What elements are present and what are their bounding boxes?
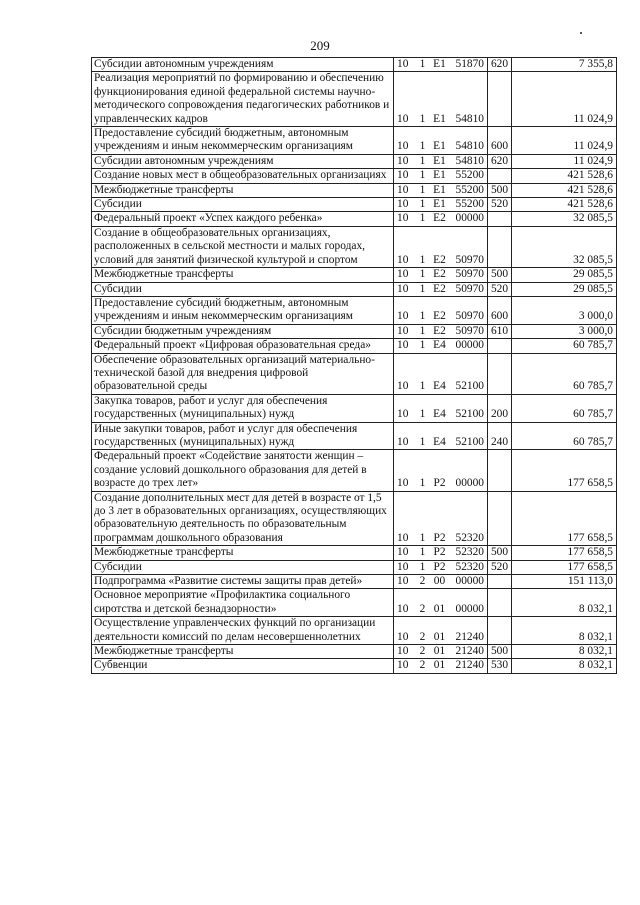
- row-name: Федеральный проект «Успех каждого ребенка»: [92, 212, 394, 226]
- table-row: [92, 268, 617, 282]
- section-code: 10: [394, 198, 416, 212]
- section-code: 10: [394, 645, 416, 659]
- row-name: Субсидии бюджетным учреждениям: [92, 324, 394, 338]
- direction-code: 21240: [450, 617, 488, 645]
- row-name: Обеспечение образовательных организаций материально-технической базой для внедрения цифровой образовательной среды: [92, 353, 394, 394]
- section-code: 10: [394, 268, 416, 282]
- expense-type-code: 500: [488, 645, 512, 659]
- expense-type-code: [488, 617, 512, 645]
- subprogram-code: E4: [430, 339, 450, 353]
- row-name: Межбюджетные трансферты: [92, 268, 394, 282]
- expense-type-code: 520: [488, 198, 512, 212]
- subprogram-code: P2: [430, 546, 450, 560]
- row-name: Субсидии: [92, 282, 394, 296]
- expense-type-code: 500: [488, 546, 512, 560]
- table-row: [92, 72, 617, 127]
- section-code: 10: [394, 394, 416, 422]
- amount: 151 113,0: [512, 575, 617, 589]
- subprogram-code: E4: [430, 353, 450, 394]
- subprogram-code: E2: [430, 282, 450, 296]
- direction-code: 52320: [450, 546, 488, 560]
- amount: 29 085,5: [512, 268, 617, 282]
- direction-code: 00000: [450, 212, 488, 226]
- subprogram-code: E1: [430, 58, 450, 72]
- amount: 8 032,1: [512, 589, 617, 617]
- program-code: 2: [416, 645, 430, 659]
- row-name: Создание в общеобразовательных организациях, расположенных в сельской местности и малых городах, условий для занятий физической культурой и спортом: [92, 226, 394, 267]
- table-row: [92, 296, 617, 324]
- direction-code: 52320: [450, 491, 488, 546]
- program-code: 1: [416, 226, 430, 267]
- section-code: 10: [394, 575, 416, 589]
- row-name: Предоставление субсидий бюджетным, автономным учреждениям и иным некоммерческим организациям: [92, 127, 394, 155]
- expense-type-code: [488, 589, 512, 617]
- row-name: Субвенции: [92, 659, 394, 673]
- row-name: Реализация мероприятий по формированию и обеспечению функционирования единой федеральной системы научно-методического сопровождения педагогических работников и управленческих кадров: [92, 72, 394, 127]
- section-code: 10: [394, 212, 416, 226]
- table-row: [92, 450, 617, 491]
- table-row: [92, 353, 617, 394]
- table-row: [92, 394, 617, 422]
- table-row: [92, 560, 617, 574]
- table-row: [92, 339, 617, 353]
- section-code: 10: [394, 546, 416, 560]
- section-code: 10: [394, 296, 416, 324]
- budget-table: [91, 57, 617, 674]
- program-code: 1: [416, 127, 430, 155]
- scan-speck: [580, 32, 582, 34]
- row-name: Закупка товаров, работ и услуг для обеспечения государственных (муниципальных) нужд: [92, 394, 394, 422]
- program-code: 1: [416, 339, 430, 353]
- row-name: Федеральный проект «Содействие занятости женщин – создание условий дошкольного образования для детей в возрасте до трех лет»: [92, 450, 394, 491]
- amount: 177 658,5: [512, 546, 617, 560]
- row-name: Межбюджетные трансферты: [92, 546, 394, 560]
- section-code: 10: [394, 324, 416, 338]
- direction-code: 00000: [450, 589, 488, 617]
- program-code: 1: [416, 394, 430, 422]
- expense-type-code: [488, 450, 512, 491]
- subprogram-code: E1: [430, 72, 450, 127]
- expense-type-code: 600: [488, 296, 512, 324]
- subprogram-code: E2: [430, 226, 450, 267]
- row-name: Федеральный проект «Цифровая образовательная среда»: [92, 339, 394, 353]
- expense-type-code: 620: [488, 154, 512, 168]
- table-body: [92, 58, 617, 674]
- program-code: 1: [416, 268, 430, 282]
- program-code: 1: [416, 169, 430, 183]
- expense-type-code: [488, 72, 512, 127]
- row-name: Иные закупки товаров, работ и услуг для обеспечения государственных (муниципальных) нужд: [92, 422, 394, 450]
- direction-code: 21240: [450, 659, 488, 673]
- expense-type-code: 620: [488, 58, 512, 72]
- direction-code: 00000: [450, 450, 488, 491]
- expense-type-code: 520: [488, 560, 512, 574]
- direction-code: 51870: [450, 58, 488, 72]
- row-name: Создание дополнительных мест для детей в возрасте от 1,5 до 3 лет в образовательных организациях, осуществляющих образовательную деятельность по образовательным программам дошкольного образования: [92, 491, 394, 546]
- subprogram-code: E2: [430, 268, 450, 282]
- table-row: [92, 198, 617, 212]
- direction-code: 50970: [450, 226, 488, 267]
- table-row: [92, 282, 617, 296]
- section-code: 10: [394, 491, 416, 546]
- direction-code: 50970: [450, 296, 488, 324]
- program-code: 1: [416, 353, 430, 394]
- direction-code: 00000: [450, 339, 488, 353]
- expense-type-code: 600: [488, 127, 512, 155]
- row-name: Предоставление субсидий бюджетным, автономным учреждениям и иным некоммерческим организациям: [92, 296, 394, 324]
- section-code: 10: [394, 226, 416, 267]
- subprogram-code: 01: [430, 659, 450, 673]
- direction-code: 52100: [450, 394, 488, 422]
- subprogram-code: E1: [430, 127, 450, 155]
- table-row: [92, 546, 617, 560]
- section-code: 10: [394, 58, 416, 72]
- program-code: 1: [416, 324, 430, 338]
- expense-type-code: [488, 339, 512, 353]
- expense-type-code: 240: [488, 422, 512, 450]
- direction-code: 52320: [450, 560, 488, 574]
- section-code: 10: [394, 154, 416, 168]
- table-row: [92, 589, 617, 617]
- amount: 7 355,8: [512, 58, 617, 72]
- amount: 60 785,7: [512, 339, 617, 353]
- section-code: 10: [394, 560, 416, 574]
- subprogram-code: E2: [430, 296, 450, 324]
- direction-code: 50970: [450, 268, 488, 282]
- section-code: 10: [394, 422, 416, 450]
- table-row: [92, 58, 617, 72]
- section-code: 10: [394, 169, 416, 183]
- row-name: Субсидии: [92, 198, 394, 212]
- program-code: 1: [416, 560, 430, 574]
- amount: 177 658,5: [512, 491, 617, 546]
- amount: 421 528,6: [512, 183, 617, 197]
- amount: 11 024,9: [512, 154, 617, 168]
- program-code: 2: [416, 659, 430, 673]
- amount: 177 658,5: [512, 560, 617, 574]
- subprogram-code: E2: [430, 324, 450, 338]
- amount: 8 032,1: [512, 659, 617, 673]
- program-code: 2: [416, 589, 430, 617]
- section-code: 10: [394, 353, 416, 394]
- row-name: Основное мероприятие «Профилактика социального сиротства и детской безнадзорности»: [92, 589, 394, 617]
- direction-code: 50970: [450, 282, 488, 296]
- direction-code: 00000: [450, 575, 488, 589]
- subprogram-code: E2: [430, 212, 450, 226]
- amount: 11 024,9: [512, 72, 617, 127]
- expense-type-code: 610: [488, 324, 512, 338]
- subprogram-code: E4: [430, 422, 450, 450]
- expense-type-code: [488, 353, 512, 394]
- direction-code: 50970: [450, 324, 488, 338]
- row-name: Осуществление управленческих функций по организации деятельности комиссий по делам несовершеннолетних: [92, 617, 394, 645]
- section-code: 10: [394, 589, 416, 617]
- amount: 177 658,5: [512, 450, 617, 491]
- program-code: 1: [416, 450, 430, 491]
- row-name: Субсидии автономным учреждениям: [92, 154, 394, 168]
- amount: 421 528,6: [512, 169, 617, 183]
- expense-type-code: [488, 575, 512, 589]
- amount: 60 785,7: [512, 353, 617, 394]
- section-code: 10: [394, 183, 416, 197]
- section-code: 10: [394, 127, 416, 155]
- direction-code: 54810: [450, 72, 488, 127]
- subprogram-code: P2: [430, 491, 450, 546]
- program-code: 1: [416, 296, 430, 324]
- direction-code: 52100: [450, 353, 488, 394]
- row-name: Субсидии: [92, 560, 394, 574]
- table-row: [92, 575, 617, 589]
- direction-code: 55200: [450, 183, 488, 197]
- row-name: Субсидии автономным учреждениям: [92, 58, 394, 72]
- program-code: 1: [416, 491, 430, 546]
- direction-code: 54810: [450, 127, 488, 155]
- amount: 60 785,7: [512, 422, 617, 450]
- expense-type-code: [488, 226, 512, 267]
- section-code: 10: [394, 72, 416, 127]
- program-code: 1: [416, 154, 430, 168]
- table-row: [92, 324, 617, 338]
- table-row: [92, 154, 617, 168]
- subprogram-code: E1: [430, 183, 450, 197]
- row-name: Создание новых мест в общеобразовательных организациях: [92, 169, 394, 183]
- program-code: 1: [416, 198, 430, 212]
- amount: 32 085,5: [512, 226, 617, 267]
- subprogram-code: 01: [430, 589, 450, 617]
- direction-code: 21240: [450, 645, 488, 659]
- program-code: 1: [416, 212, 430, 226]
- direction-code: 54810: [450, 154, 488, 168]
- program-code: 2: [416, 617, 430, 645]
- row-name: Межбюджетные трансферты: [92, 183, 394, 197]
- amount: 421 528,6: [512, 198, 617, 212]
- subprogram-code: P2: [430, 450, 450, 491]
- row-name: Подпрограмма «Развитие системы защиты прав детей»: [92, 575, 394, 589]
- direction-code: 55200: [450, 169, 488, 183]
- row-name: Межбюджетные трансферты: [92, 645, 394, 659]
- expense-type-code: [488, 169, 512, 183]
- program-code: 1: [416, 282, 430, 296]
- page-number: 209: [310, 38, 330, 53]
- subprogram-code: P2: [430, 560, 450, 574]
- expense-type-code: 500: [488, 183, 512, 197]
- table-row: [92, 645, 617, 659]
- amount: 11 024,9: [512, 127, 617, 155]
- program-code: 1: [416, 422, 430, 450]
- table-row: [92, 226, 617, 267]
- program-code: 1: [416, 58, 430, 72]
- table-row: [92, 212, 617, 226]
- direction-code: 52100: [450, 422, 488, 450]
- expense-type-code: 520: [488, 282, 512, 296]
- expense-type-code: 530: [488, 659, 512, 673]
- subprogram-code: 00: [430, 575, 450, 589]
- program-code: 1: [416, 183, 430, 197]
- table-row: [92, 169, 617, 183]
- amount: 8 032,1: [512, 617, 617, 645]
- expense-type-code: 200: [488, 394, 512, 422]
- table-row: [92, 617, 617, 645]
- section-code: 10: [394, 282, 416, 296]
- expense-type-code: 500: [488, 268, 512, 282]
- expense-type-code: [488, 491, 512, 546]
- amount: 29 085,5: [512, 282, 617, 296]
- amount: 3 000,0: [512, 324, 617, 338]
- table-row: [92, 127, 617, 155]
- program-code: 1: [416, 546, 430, 560]
- subprogram-code: E1: [430, 154, 450, 168]
- expense-type-code: [488, 212, 512, 226]
- amount: 3 000,0: [512, 296, 617, 324]
- table-row: [92, 659, 617, 673]
- program-code: 1: [416, 72, 430, 127]
- subprogram-code: E1: [430, 198, 450, 212]
- subprogram-code: 01: [430, 645, 450, 659]
- table-row: [92, 422, 617, 450]
- program-code: 2: [416, 575, 430, 589]
- section-code: 10: [394, 617, 416, 645]
- section-code: 10: [394, 450, 416, 491]
- subprogram-code: E1: [430, 169, 450, 183]
- subprogram-code: E4: [430, 394, 450, 422]
- amount: 8 032,1: [512, 645, 617, 659]
- section-code: 10: [394, 659, 416, 673]
- section-code: 10: [394, 339, 416, 353]
- amount: 60 785,7: [512, 394, 617, 422]
- subprogram-code: 01: [430, 617, 450, 645]
- table-row: [92, 183, 617, 197]
- table-row: [92, 491, 617, 546]
- amount: 32 085,5: [512, 212, 617, 226]
- direction-code: 55200: [450, 198, 488, 212]
